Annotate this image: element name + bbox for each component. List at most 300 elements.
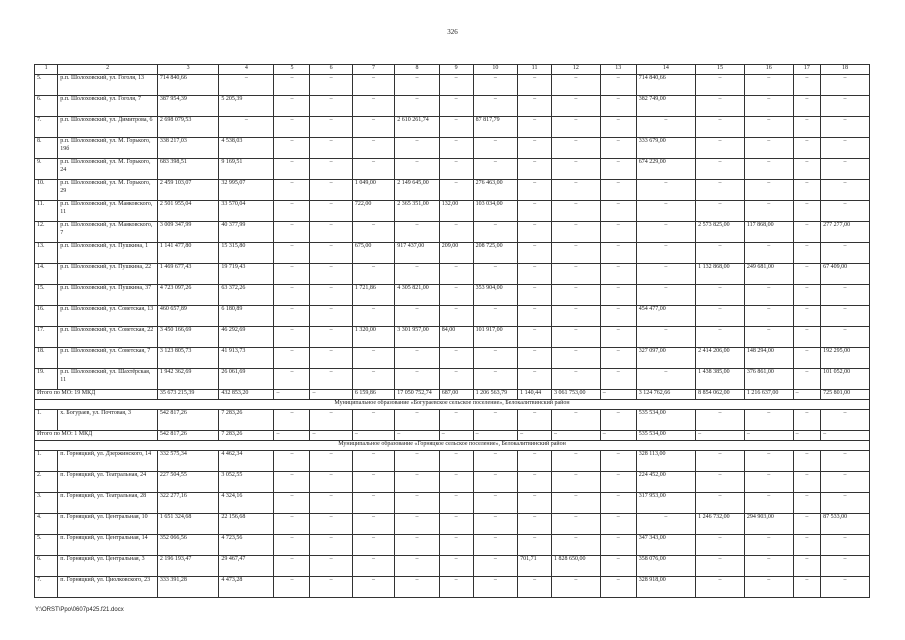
amount-cell: –: [395, 472, 440, 493]
row-number: 5.: [35, 535, 58, 556]
amount-cell: –: [352, 159, 394, 180]
column-number-header: 1: [35, 65, 58, 75]
total-label: Итого по МО: 19 МКД: [35, 390, 158, 400]
amount-cell: –: [696, 243, 745, 264]
amount-cell: 84,00: [439, 327, 473, 348]
amount-cell: –: [744, 96, 793, 117]
amount-cell: –: [793, 201, 821, 222]
amount-cell: –: [696, 451, 745, 472]
amount-cell: –: [439, 180, 473, 201]
amount-cell: –: [473, 96, 518, 117]
amount-cell: –: [600, 348, 636, 369]
amount-cell: –: [310, 493, 352, 514]
amount-cell: 6 180,89: [219, 306, 274, 327]
address-cell: р.п. Шолоховский, ул. Маяковского, 11: [58, 201, 158, 222]
row-number: 11.: [35, 201, 58, 222]
amount-cell: –: [744, 243, 793, 264]
amount-cell: –: [821, 577, 870, 598]
amount-cell: –: [439, 222, 473, 243]
amount-cell: –: [600, 369, 636, 390]
total-cell: –: [744, 431, 793, 441]
amount-cell: –: [793, 556, 821, 577]
amount-cell: 22 156,68: [219, 514, 274, 535]
amount-cell: 3 301 957,00: [395, 327, 440, 348]
amount-cell: 460 657,89: [157, 306, 218, 327]
amount-cell: 33 570,04: [219, 201, 274, 222]
amount-cell: –: [793, 264, 821, 285]
section-row: [35, 400, 870, 410]
amount-cell: –: [518, 514, 552, 535]
column-number-header: 14: [636, 65, 695, 75]
amount-cell: –: [600, 285, 636, 306]
amount-cell: 1 721,86: [352, 285, 394, 306]
total-cell: 7 283,26: [219, 431, 274, 441]
table-row: [35, 306, 870, 327]
amount-cell: –: [395, 159, 440, 180]
amount-cell: –: [552, 577, 601, 598]
amount-cell: –: [696, 201, 745, 222]
total-cell: 725 801,00: [821, 390, 870, 400]
amount-cell: 1 049,00: [352, 180, 394, 201]
amount-cell: 714 840,66: [636, 75, 695, 96]
amount-cell: 117 868,00: [744, 222, 793, 243]
amount-cell: –: [274, 117, 310, 138]
amount-cell: 224 452,00: [636, 472, 695, 493]
amount-cell: –: [518, 264, 552, 285]
amount-cell: 101 917,00: [473, 327, 518, 348]
data-table: [34, 64, 870, 598]
row-number: 7.: [35, 117, 58, 138]
address-cell: р.п. Шолоховский, ул. Советская, 13: [58, 306, 158, 327]
table-row: [35, 96, 870, 117]
row-number: 4.: [35, 514, 58, 535]
amount-cell: –: [600, 556, 636, 577]
amount-cell: –: [274, 75, 310, 96]
amount-cell: –: [821, 306, 870, 327]
amount-cell: –: [744, 180, 793, 201]
amount-cell: –: [636, 201, 695, 222]
amount-cell: –: [600, 264, 636, 285]
table-row: [35, 514, 870, 535]
amount-cell: –: [636, 514, 695, 535]
total-cell: –: [793, 390, 821, 400]
amount-cell: 675,00: [352, 243, 394, 264]
row-number: 18.: [35, 348, 58, 369]
amount-cell: –: [600, 75, 636, 96]
amount-cell: –: [696, 285, 745, 306]
amount-cell: 87 817,79: [473, 117, 518, 138]
amount-cell: –: [552, 222, 601, 243]
amount-cell: –: [310, 96, 352, 117]
amount-cell: –: [395, 264, 440, 285]
amount-cell: 542 817,26: [157, 410, 218, 431]
total-cell: –: [793, 431, 821, 441]
amount-cell: –: [636, 369, 695, 390]
amount-cell: 4 305 821,00: [395, 285, 440, 306]
total-cell: –: [821, 431, 870, 441]
amount-cell: –: [310, 75, 352, 96]
amount-cell: –: [744, 117, 793, 138]
amount-cell: –: [744, 451, 793, 472]
total-cell: 542 817,26: [157, 431, 218, 441]
amount-cell: –: [473, 451, 518, 472]
amount-cell: –: [219, 117, 274, 138]
amount-cell: –: [352, 96, 394, 117]
amount-cell: 63 372,26: [219, 285, 274, 306]
amount-cell: –: [744, 410, 793, 431]
amount-cell: –: [793, 535, 821, 556]
amount-cell: –: [821, 410, 870, 431]
amount-cell: –: [600, 222, 636, 243]
amount-cell: 328 113,00: [636, 451, 695, 472]
row-number: 7.: [35, 577, 58, 598]
address-cell: п. Горняцкий, ул. Циолковского, 23: [58, 577, 158, 598]
amount-cell: –: [821, 96, 870, 117]
amount-cell: 15 315,80: [219, 243, 274, 264]
amount-cell: 332 575,34: [157, 451, 218, 472]
amount-cell: 209,00: [439, 243, 473, 264]
amount-cell: –: [473, 306, 518, 327]
total-cell: 8 854 062,00: [696, 390, 745, 400]
amount-cell: –: [793, 222, 821, 243]
amount-cell: –: [310, 369, 352, 390]
amount-cell: –: [821, 327, 870, 348]
amount-cell: 382 749,00: [636, 96, 695, 117]
amount-cell: 4 723,56: [219, 535, 274, 556]
amount-cell: –: [395, 75, 440, 96]
amount-cell: –: [439, 96, 473, 117]
amount-cell: –: [696, 410, 745, 431]
amount-cell: –: [821, 138, 870, 159]
amount-cell: 358 076,00: [636, 556, 695, 577]
amount-cell: 87 533,00: [821, 514, 870, 535]
amount-cell: –: [352, 577, 394, 598]
amount-cell: –: [352, 451, 394, 472]
amount-cell: 3 052,55: [219, 472, 274, 493]
address-cell: п. Горняцкий, ул. Центральная, 10: [58, 514, 158, 535]
total-label: Итого по МО: 1 МКД: [35, 431, 158, 441]
amount-cell: 40 377,99: [219, 222, 274, 243]
amount-cell: –: [744, 535, 793, 556]
amount-cell: –: [793, 472, 821, 493]
amount-cell: –: [793, 410, 821, 431]
amount-cell: 333 679,00: [636, 138, 695, 159]
amount-cell: –: [793, 285, 821, 306]
total-cell: 17 050 752,74: [395, 390, 440, 400]
amount-cell: 2 698 079,53: [157, 117, 218, 138]
amount-cell: –: [395, 369, 440, 390]
address-cell: х. Богураев, ул. Почтовая, 3: [58, 410, 158, 431]
amount-cell: –: [473, 138, 518, 159]
amount-cell: 276 463,00: [473, 180, 518, 201]
row-number: 16.: [35, 306, 58, 327]
amount-cell: –: [395, 577, 440, 598]
amount-cell: –: [552, 201, 601, 222]
amount-cell: 1 246 732,00: [696, 514, 745, 535]
amount-cell: –: [274, 451, 310, 472]
amount-cell: –: [439, 264, 473, 285]
amount-cell: –: [821, 180, 870, 201]
amount-cell: –: [518, 451, 552, 472]
total-cell: –: [439, 431, 473, 441]
amount-cell: –: [821, 159, 870, 180]
table-row: [35, 472, 870, 493]
amount-cell: –: [793, 451, 821, 472]
amount-cell: –: [310, 306, 352, 327]
address-cell: р.п. Шолоховский, ул. Димитрова, 6: [58, 117, 158, 138]
total-cell: –: [600, 431, 636, 441]
address-cell: п. Горняцкий, ул. Центральная, 14: [58, 535, 158, 556]
amount-cell: 7 283,26: [219, 410, 274, 431]
amount-cell: –: [744, 201, 793, 222]
table-row: [35, 243, 870, 264]
column-number-header: 7: [352, 65, 394, 75]
amount-cell: –: [274, 180, 310, 201]
amount-cell: –: [600, 159, 636, 180]
amount-cell: 148 294,00: [744, 348, 793, 369]
amount-cell: –: [352, 410, 394, 431]
amount-cell: –: [274, 472, 310, 493]
amount-cell: –: [518, 243, 552, 264]
amount-cell: –: [793, 75, 821, 96]
amount-cell: –: [552, 264, 601, 285]
amount-cell: –: [696, 535, 745, 556]
amount-cell: –: [793, 138, 821, 159]
amount-cell: –: [600, 472, 636, 493]
amount-cell: –: [821, 535, 870, 556]
total-cell: 6 159,86: [352, 390, 394, 400]
amount-cell: –: [821, 285, 870, 306]
amount-cell: –: [439, 535, 473, 556]
amount-cell: 2 573 825,00: [696, 222, 745, 243]
amount-cell: –: [518, 369, 552, 390]
amount-cell: –: [352, 117, 394, 138]
amount-cell: –: [310, 159, 352, 180]
amount-cell: –: [439, 556, 473, 577]
amount-cell: –: [793, 327, 821, 348]
row-number: 17.: [35, 327, 58, 348]
amount-cell: –: [636, 222, 695, 243]
table-row: [35, 327, 870, 348]
amount-cell: –: [395, 410, 440, 431]
amount-cell: –: [518, 410, 552, 431]
amount-cell: –: [744, 556, 793, 577]
amount-cell: –: [636, 264, 695, 285]
column-number-header: 2: [58, 65, 158, 75]
amount-cell: –: [473, 222, 518, 243]
amount-cell: –: [310, 451, 352, 472]
column-number-header: 11: [518, 65, 552, 75]
table-row: [35, 222, 870, 243]
amount-cell: –: [821, 117, 870, 138]
amount-cell: –: [395, 222, 440, 243]
total-cell: 1 206 563,79: [473, 390, 518, 400]
row-number: 5.: [35, 75, 58, 96]
amount-cell: –: [274, 306, 310, 327]
amount-cell: –: [552, 75, 601, 96]
total-cell: 35 673 215,39: [157, 390, 218, 400]
amount-cell: 1 438 385,00: [696, 369, 745, 390]
page-number: 326: [447, 28, 458, 36]
amount-cell: –: [552, 472, 601, 493]
amount-cell: 249 681,00: [744, 264, 793, 285]
amount-cell: –: [310, 472, 352, 493]
amount-cell: –: [552, 285, 601, 306]
amount-cell: –: [696, 180, 745, 201]
section-title: Муниципальное образование «Горняцкое сельское поселение», Белокалитвинский район: [35, 441, 870, 451]
amount-cell: –: [395, 96, 440, 117]
amount-cell: 674 229,00: [636, 159, 695, 180]
address-cell: р.п. Шолоховский, ул. М. Горького, 24: [58, 159, 158, 180]
amount-cell: –: [310, 285, 352, 306]
amount-cell: –: [473, 369, 518, 390]
amount-cell: –: [352, 556, 394, 577]
amount-cell: –: [636, 327, 695, 348]
amount-cell: –: [439, 577, 473, 598]
column-number-header: 9: [439, 65, 473, 75]
amount-cell: –: [518, 96, 552, 117]
table-row: [35, 75, 870, 96]
amount-cell: 19 719,43: [219, 264, 274, 285]
amount-cell: –: [518, 493, 552, 514]
amount-cell: 4 723 097,26: [157, 285, 218, 306]
amount-cell: –: [473, 410, 518, 431]
row-number: 3.: [35, 493, 58, 514]
amount-cell: 26 061,69: [219, 369, 274, 390]
amount-cell: –: [352, 264, 394, 285]
amount-cell: –: [821, 472, 870, 493]
amount-cell: 2 149 645,00: [395, 180, 440, 201]
total-cell: –: [696, 431, 745, 441]
total-cell: –: [274, 390, 310, 400]
amount-cell: 353 904,00: [473, 285, 518, 306]
amount-cell: –: [636, 285, 695, 306]
amount-cell: 29 467,47: [219, 556, 274, 577]
amount-cell: 327 097,00: [636, 348, 695, 369]
amount-cell: –: [552, 535, 601, 556]
amount-cell: –: [473, 472, 518, 493]
address-cell: р.п. Шолоховский, ул. Пушкина, 37: [58, 285, 158, 306]
total-cell: –: [310, 390, 352, 400]
amount-cell: –: [274, 243, 310, 264]
amount-cell: 333 391,28: [157, 577, 218, 598]
amount-cell: 701,71: [518, 556, 552, 577]
amount-cell: –: [744, 493, 793, 514]
amount-cell: 2 501 955,04: [157, 201, 218, 222]
amount-cell: 9 169,51: [219, 159, 274, 180]
amount-cell: –: [793, 306, 821, 327]
amount-cell: 132,00: [439, 201, 473, 222]
amount-cell: –: [744, 159, 793, 180]
amount-cell: –: [473, 264, 518, 285]
amount-cell: –: [395, 535, 440, 556]
amount-cell: 535 534,00: [636, 410, 695, 431]
column-number-header: 15: [696, 65, 745, 75]
amount-cell: –: [793, 96, 821, 117]
amount-cell: –: [744, 75, 793, 96]
total-cell: 3 124 762,66: [636, 390, 695, 400]
amount-cell: 208 725,00: [473, 243, 518, 264]
address-cell: р.п. Шолоховский, ул. Маяковского, 7: [58, 222, 158, 243]
amount-cell: –: [636, 117, 695, 138]
address-cell: р.п. Шолоховский, ул. Шахтёрская, 11: [58, 369, 158, 390]
total-row: [35, 390, 870, 400]
amount-cell: 347 343,00: [636, 535, 695, 556]
amount-cell: –: [744, 472, 793, 493]
table-row: [35, 535, 870, 556]
amount-cell: 1 469 677,43: [157, 264, 218, 285]
table-row: [35, 159, 870, 180]
table-row: [35, 556, 870, 577]
amount-cell: –: [600, 138, 636, 159]
row-number: 15.: [35, 285, 58, 306]
amount-cell: –: [518, 306, 552, 327]
amount-cell: –: [552, 327, 601, 348]
amount-cell: 32 995,07: [219, 180, 274, 201]
amount-cell: –: [395, 514, 440, 535]
amount-cell: –: [552, 306, 601, 327]
amount-cell: 277 277,00: [821, 222, 870, 243]
amount-cell: –: [352, 348, 394, 369]
amount-cell: –: [600, 117, 636, 138]
row-number: 10.: [35, 180, 58, 201]
amount-cell: –: [274, 264, 310, 285]
amount-cell: –: [310, 222, 352, 243]
amount-cell: 4 473,28: [219, 577, 274, 598]
amount-cell: –: [821, 201, 870, 222]
amount-cell: 322 277,16: [157, 493, 218, 514]
address-cell: п. Горняцкий, ул. Центральная, 3: [58, 556, 158, 577]
amount-cell: –: [439, 285, 473, 306]
amount-cell: –: [352, 306, 394, 327]
amount-cell: –: [352, 75, 394, 96]
table-row: [35, 285, 870, 306]
amount-cell: –: [352, 222, 394, 243]
total-cell: –: [518, 431, 552, 441]
amount-cell: –: [552, 369, 601, 390]
amount-cell: –: [744, 327, 793, 348]
total-cell: –: [352, 431, 394, 441]
amount-cell: 328 918,00: [636, 577, 695, 598]
amount-cell: –: [274, 201, 310, 222]
table-row: [35, 264, 870, 285]
row-number: 19.: [35, 369, 58, 390]
amount-cell: –: [552, 159, 601, 180]
section-title: Муниципальное образование «Богураевское сельское поселение», Белокалитвинский район: [35, 400, 870, 410]
amount-cell: –: [793, 180, 821, 201]
amount-cell: –: [439, 514, 473, 535]
amount-cell: –: [600, 577, 636, 598]
table-row: [35, 201, 870, 222]
address-cell: р.п. Шолоховский, ул. Советская, 22: [58, 327, 158, 348]
amount-cell: –: [821, 75, 870, 96]
amount-cell: –: [274, 556, 310, 577]
total-cell: –: [600, 390, 636, 400]
amount-cell: –: [310, 117, 352, 138]
amount-cell: –: [274, 159, 310, 180]
total-cell: 1 140,44: [518, 390, 552, 400]
amount-cell: –: [439, 159, 473, 180]
amount-cell: 2 459 103,07: [157, 180, 218, 201]
amount-cell: –: [696, 306, 745, 327]
column-number-header: 18: [821, 65, 870, 75]
amount-cell: –: [821, 493, 870, 514]
amount-cell: –: [821, 243, 870, 264]
amount-cell: –: [274, 535, 310, 556]
total-cell: –: [274, 431, 310, 441]
amount-cell: –: [600, 243, 636, 264]
row-number: 1.: [35, 410, 58, 431]
